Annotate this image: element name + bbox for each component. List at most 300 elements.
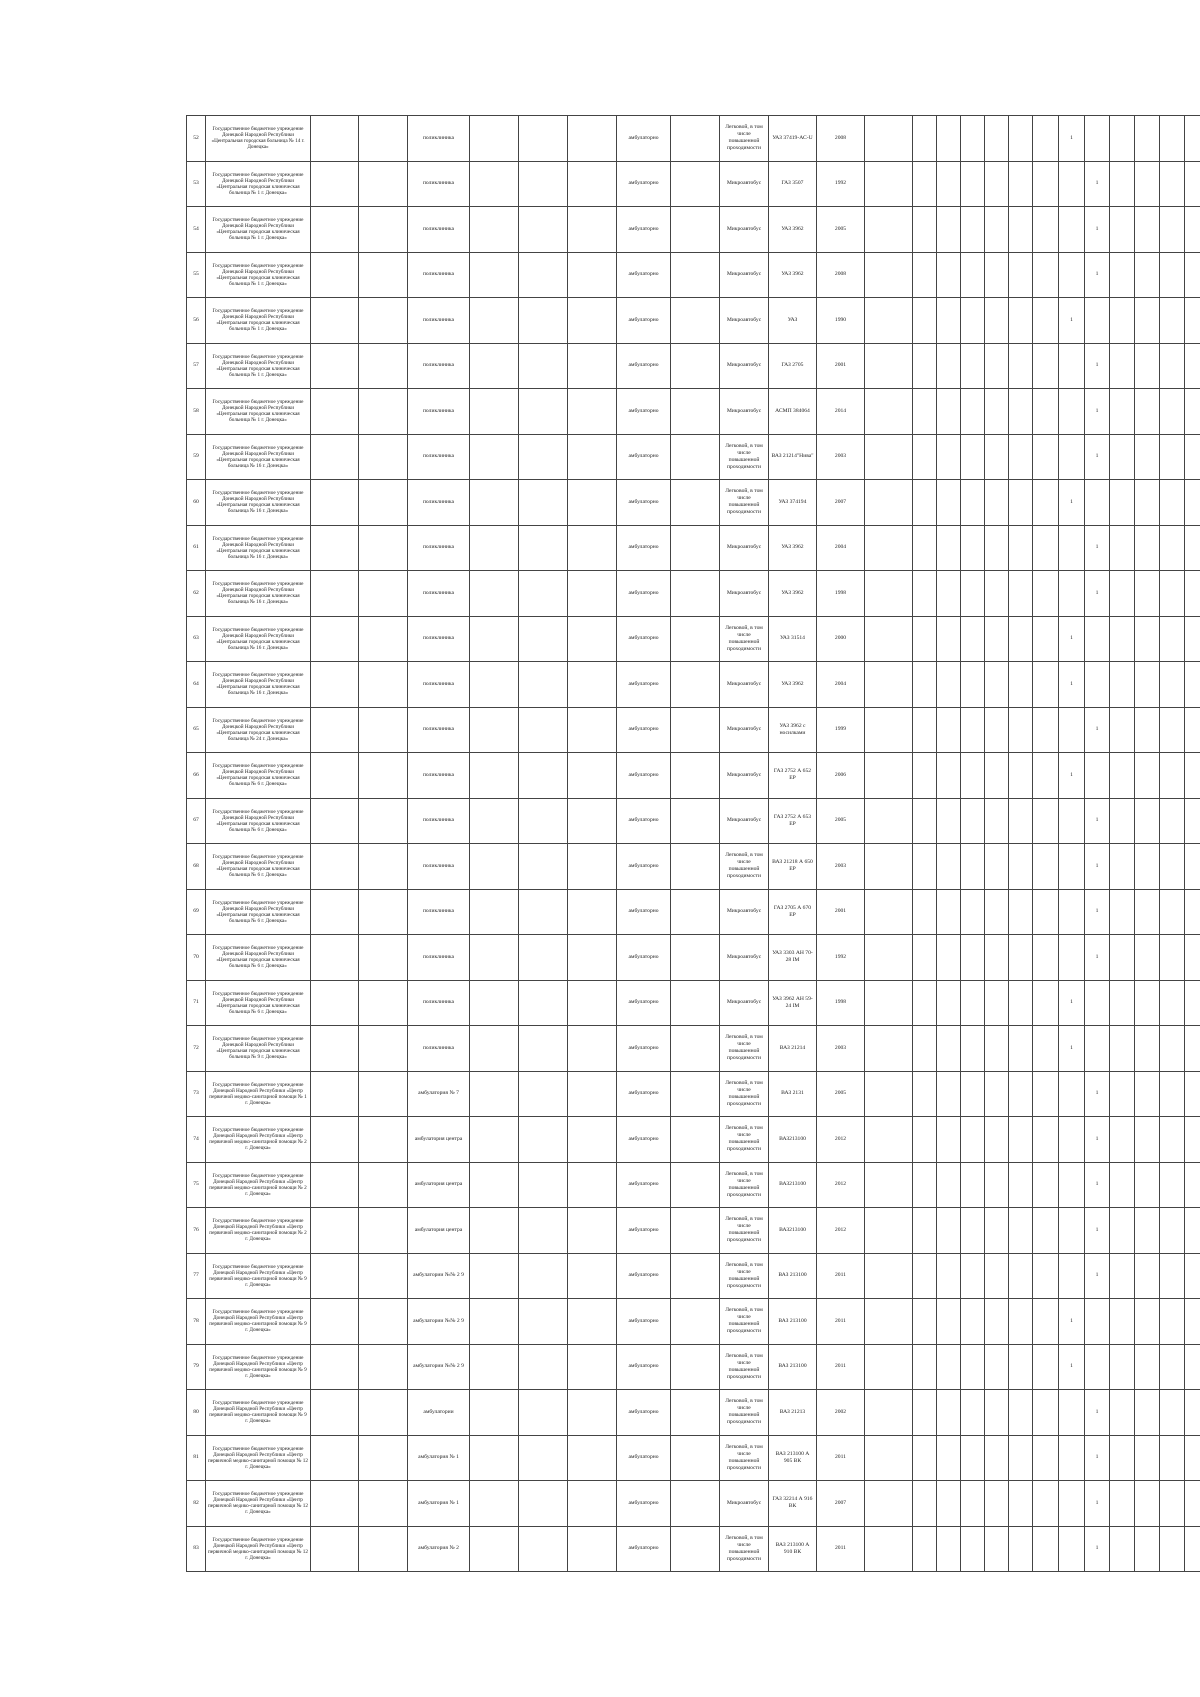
cell-empty (1135, 1026, 1160, 1072)
cell-empty (985, 480, 1009, 526)
cell-mark: 1 (1059, 616, 1085, 662)
cell-empty (1009, 980, 1033, 1026)
cell-empty (1033, 298, 1059, 344)
cell-empty (1085, 980, 1110, 1026)
table-row (187, 798, 1200, 844)
cell-year: 2003 (817, 434, 865, 480)
cell-mark: 1 (1085, 343, 1110, 389)
cell-year: 2012 (817, 1162, 865, 1208)
cell-empty (671, 889, 720, 935)
cell-num: 75 (187, 1162, 206, 1208)
cell-subdivision: поликлиника (408, 1026, 470, 1072)
cell-empty (1033, 389, 1059, 435)
cell-empty (985, 753, 1009, 799)
cell-empty (1135, 343, 1160, 389)
cell-empty (961, 889, 985, 935)
cell-empty (1059, 844, 1085, 890)
cell-empty (1160, 116, 1185, 162)
cell-empty (961, 844, 985, 890)
cell-empty (359, 252, 408, 298)
cell-empty (1009, 798, 1033, 844)
cell-year: 2004 (817, 525, 865, 571)
cell-empty (1185, 571, 1200, 617)
cell-empty (568, 1344, 617, 1390)
cell-empty (1009, 434, 1033, 480)
cell-empty (937, 1390, 961, 1436)
cell-empty (311, 889, 359, 935)
cell-subdivision: амбулатории №№ 2 9 (408, 1253, 470, 1299)
cell-empty (937, 980, 961, 1026)
cell-empty (937, 889, 961, 935)
cell-year: 2005 (817, 1071, 865, 1117)
cell-empty (1135, 525, 1160, 571)
cell-empty (913, 480, 937, 526)
cell-empty (961, 707, 985, 753)
cell-empty (937, 1162, 961, 1208)
cell-org: Государственное бюджетное учреждение Донецкой Народной Республики «Центральная городская клиническая больница № 6 г. Донецка» (206, 980, 311, 1026)
cell-empty (1160, 1390, 1185, 1436)
cell-empty (913, 889, 937, 935)
cell-empty (865, 1071, 913, 1117)
cell-empty (1160, 1162, 1185, 1208)
cell-empty (359, 389, 408, 435)
cell-empty (1059, 1390, 1085, 1436)
cell-empty (470, 1162, 519, 1208)
cell-empty (1009, 161, 1033, 207)
cell-empty (961, 1117, 985, 1163)
cell-care: амбулаторно (617, 1208, 671, 1254)
cell-empty (1009, 1026, 1033, 1072)
cell-empty (519, 116, 568, 162)
vehicle-registry-table (186, 115, 1200, 1572)
cell-org: Государственное бюджетное учреждение Донецкой Народной Республики «Центральная городская клиническая больница № 6 г. Донецка» (206, 935, 311, 981)
cell-mark: 1 (1085, 207, 1110, 253)
cell-empty (961, 753, 985, 799)
cell-org: Государственное бюджетное учреждение Донецкой Народной Республики «Центральная городская клиническая больница № 16 г. Донецка» (206, 571, 311, 617)
cell-care: амбулаторно (617, 207, 671, 253)
cell-empty (568, 434, 617, 480)
cell-empty (519, 1026, 568, 1072)
cell-vehicle-type: Микроавтобус (720, 935, 769, 981)
cell-empty (1110, 707, 1135, 753)
cell-mark: 1 (1085, 798, 1110, 844)
cell-subdivision: амбулатория № 1 (408, 1435, 470, 1481)
cell-empty (865, 1526, 913, 1572)
cell-empty (568, 662, 617, 708)
cell-empty (1135, 980, 1160, 1026)
cell-model: УАЗ 374194 (769, 480, 817, 526)
cell-empty (913, 753, 937, 799)
cell-empty (937, 252, 961, 298)
cell-empty (470, 1253, 519, 1299)
table-row (187, 1526, 1200, 1572)
cell-model: ВАЗ 21214"Нива" (769, 434, 817, 480)
table-row (187, 707, 1200, 753)
cell-empty (1160, 1344, 1185, 1390)
cell-care: амбулаторно (617, 1026, 671, 1072)
cell-num: 71 (187, 980, 206, 1026)
table-body (187, 116, 1200, 1572)
cell-empty (1033, 1526, 1059, 1572)
cell-year: 2006 (817, 753, 865, 799)
cell-empty (1059, 889, 1085, 935)
cell-empty (470, 480, 519, 526)
cell-empty (359, 207, 408, 253)
cell-empty (1033, 116, 1059, 162)
cell-empty (961, 480, 985, 526)
cell-empty (359, 1162, 408, 1208)
cell-empty (961, 935, 985, 981)
cell-empty (1110, 1390, 1135, 1436)
cell-empty (1135, 298, 1160, 344)
cell-empty (865, 207, 913, 253)
cell-empty (937, 1026, 961, 1072)
cell-empty (937, 1481, 961, 1527)
cell-empty (937, 434, 961, 480)
cell-empty (961, 1526, 985, 1572)
cell-empty (568, 1162, 617, 1208)
cell-empty (311, 571, 359, 617)
cell-empty (1009, 1071, 1033, 1117)
cell-empty (671, 1299, 720, 1345)
cell-empty (865, 1117, 913, 1163)
cell-empty (671, 616, 720, 662)
cell-empty (470, 1071, 519, 1117)
table-row (187, 1390, 1200, 1436)
cell-empty (937, 1299, 961, 1345)
cell-empty (1009, 1435, 1033, 1481)
cell-empty (359, 1435, 408, 1481)
cell-vehicle-type: Легковой, в том числе повышенной проходимости (720, 1026, 769, 1072)
cell-vehicle-type: Легковой, в том числе повышенной проходимости (720, 616, 769, 662)
cell-model: УАЗ 3962 (769, 252, 817, 298)
cell-empty (568, 1526, 617, 1572)
cell-subdivision: амбулатория № 7 (408, 1071, 470, 1117)
cell-empty (1160, 1526, 1185, 1572)
cell-empty (913, 1026, 937, 1072)
cell-empty (865, 844, 913, 890)
cell-empty (1135, 1071, 1160, 1117)
cell-empty (961, 662, 985, 708)
cell-empty (937, 116, 961, 162)
cell-subdivision: поликлиника (408, 480, 470, 526)
table-row (187, 1435, 1200, 1481)
cell-empty (985, 1117, 1009, 1163)
cell-empty (865, 343, 913, 389)
cell-empty (568, 343, 617, 389)
cell-empty (1033, 889, 1059, 935)
cell-empty (1059, 798, 1085, 844)
cell-empty (913, 571, 937, 617)
cell-empty (1110, 252, 1135, 298)
cell-org: Государственное бюджетное учреждение Донецкой Народной Республики «Центр первичной медико-санитарной помощи № 12 г. Донецка» (206, 1435, 311, 1481)
cell-mark: 1 (1059, 1026, 1085, 1072)
cell-empty (1110, 935, 1135, 981)
cell-empty (671, 343, 720, 389)
cell-empty (671, 1117, 720, 1163)
cell-empty (359, 571, 408, 617)
cell-empty (1160, 389, 1185, 435)
cell-mark: 1 (1085, 889, 1110, 935)
cell-empty (1085, 1344, 1110, 1390)
cell-empty (1185, 1162, 1200, 1208)
cell-subdivision: поликлиника (408, 798, 470, 844)
table-row (187, 389, 1200, 435)
cell-empty (937, 1435, 961, 1481)
cell-empty (311, 753, 359, 799)
cell-vehicle-type: Микроавтобус (720, 525, 769, 571)
cell-empty (568, 298, 617, 344)
cell-empty (519, 935, 568, 981)
cell-vehicle-type: Микроавтобус (720, 798, 769, 844)
cell-empty (311, 389, 359, 435)
cell-subdivision: амбулатории №№ 2 9 (408, 1344, 470, 1390)
cell-empty (1009, 889, 1033, 935)
cell-empty (1185, 1026, 1200, 1072)
cell-empty (359, 298, 408, 344)
cell-empty (568, 889, 617, 935)
cell-num: 61 (187, 525, 206, 571)
cell-empty (985, 707, 1009, 753)
cell-care: амбулаторно (617, 1117, 671, 1163)
cell-year: 2001 (817, 343, 865, 389)
cell-empty (1135, 434, 1160, 480)
table-row (187, 116, 1200, 162)
cell-num: 72 (187, 1026, 206, 1072)
cell-empty (913, 1208, 937, 1254)
cell-empty (913, 252, 937, 298)
cell-empty (1160, 480, 1185, 526)
cell-empty (865, 662, 913, 708)
cell-empty (985, 1299, 1009, 1345)
cell-org: Государственное бюджетное учреждение Донецкой Народной Республики «Центральная городская клиническая больница № 16 г. Донецка» (206, 662, 311, 708)
cell-empty (985, 571, 1009, 617)
cell-empty (359, 889, 408, 935)
cell-empty (913, 1344, 937, 1390)
cell-empty (1160, 844, 1185, 890)
cell-empty (1135, 116, 1160, 162)
cell-org: Государственное бюджетное учреждение Донецкой Народной Республики «Центральная городская клиническая больница № 16 г. Донецка» (206, 525, 311, 571)
cell-empty (1160, 1117, 1185, 1163)
cell-org: Государственное бюджетное учреждение Донецкой Народной Республики «Центральная городская клиническая больница № 9 г. Донецка» (206, 1026, 311, 1072)
cell-subdivision: амбулатория № 2 (408, 1526, 470, 1572)
cell-empty (985, 616, 1009, 662)
cell-model: УАЗ 3962 (769, 571, 817, 617)
cell-empty (1160, 980, 1185, 1026)
cell-vehicle-type: Микроавтобус (720, 343, 769, 389)
cell-empty (519, 434, 568, 480)
cell-vehicle-type: Легковой, в том числе повышенной проходимости (720, 1117, 769, 1163)
cell-empty (1160, 1026, 1185, 1072)
cell-empty (961, 116, 985, 162)
cell-empty (865, 571, 913, 617)
cell-org: Государственное бюджетное учреждение Донецкой Народной Республики «Центр первичной медико-санитарной помощи № 1 г. Донецка» (206, 1071, 311, 1117)
cell-empty (1160, 1481, 1185, 1527)
cell-empty (1135, 480, 1160, 526)
cell-num: 53 (187, 161, 206, 207)
cell-empty (519, 1253, 568, 1299)
cell-empty (865, 298, 913, 344)
cell-empty (568, 1299, 617, 1345)
cell-empty (359, 753, 408, 799)
cell-empty (568, 1481, 617, 1527)
cell-model: УАЗ 31514 (769, 616, 817, 662)
cell-empty (1033, 434, 1059, 480)
cell-vehicle-type: Легковой, в том числе повышенной проходимости (720, 434, 769, 480)
cell-empty (311, 935, 359, 981)
cell-empty (1110, 389, 1135, 435)
cell-empty (519, 980, 568, 1026)
cell-empty (865, 707, 913, 753)
cell-org: Государственное бюджетное учреждение Донецкой Народной Республики «Центральная городская клиническая больница № 16 г. Донецка» (206, 616, 311, 662)
cell-empty (1033, 1208, 1059, 1254)
cell-empty (1185, 980, 1200, 1026)
cell-empty (311, 1481, 359, 1527)
cell-vehicle-type: Микроавтобус (720, 252, 769, 298)
cell-empty (519, 1117, 568, 1163)
cell-year: 1998 (817, 980, 865, 1026)
cell-num: 69 (187, 889, 206, 935)
cell-empty (470, 525, 519, 571)
cell-empty (1059, 935, 1085, 981)
cell-empty (1033, 1253, 1059, 1299)
cell-empty (1059, 1481, 1085, 1527)
cell-care: амбулаторно (617, 252, 671, 298)
cell-empty (1135, 889, 1160, 935)
cell-mark: 1 (1085, 1208, 1110, 1254)
cell-model: ГАЗ 2752 А 652 ЕР (769, 753, 817, 799)
cell-empty (470, 116, 519, 162)
cell-empty (1185, 161, 1200, 207)
cell-empty (1009, 707, 1033, 753)
cell-empty (568, 161, 617, 207)
cell-empty (359, 844, 408, 890)
cell-empty (568, 616, 617, 662)
cell-empty (961, 1162, 985, 1208)
cell-empty (311, 844, 359, 890)
cell-empty (1033, 161, 1059, 207)
cell-empty (913, 298, 937, 344)
cell-year: 2007 (817, 1481, 865, 1527)
cell-empty (1009, 844, 1033, 890)
cell-care: амбулаторно (617, 389, 671, 435)
cell-empty (671, 434, 720, 480)
cell-num: 78 (187, 1299, 206, 1345)
cell-empty (470, 935, 519, 981)
cell-empty (985, 434, 1009, 480)
cell-mark: 1 (1059, 1344, 1085, 1390)
cell-mark: 1 (1059, 116, 1085, 162)
cell-mark: 1 (1085, 844, 1110, 890)
cell-empty (671, 980, 720, 1026)
cell-model: ВАЗ 213100 А 910 ВК (769, 1526, 817, 1572)
cell-empty (470, 662, 519, 708)
cell-empty (1033, 844, 1059, 890)
cell-care: амбулаторно (617, 1481, 671, 1527)
cell-empty (470, 1435, 519, 1481)
cell-vehicle-type: Микроавтобус (720, 1481, 769, 1527)
cell-year: 2005 (817, 798, 865, 844)
cell-num: 54 (187, 207, 206, 253)
cell-org: Государственное бюджетное учреждение Донецкой Народной Республики «Центр первичной медико-санитарной помощи № 2 г. Донецка» (206, 1208, 311, 1254)
cell-subdivision: поликлиника (408, 980, 470, 1026)
cell-empty (311, 1208, 359, 1254)
cell-empty (1110, 525, 1135, 571)
cell-vehicle-type: Микроавтобус (720, 980, 769, 1026)
cell-empty (1059, 571, 1085, 617)
cell-care: амбулаторно (617, 1299, 671, 1345)
cell-empty (1033, 753, 1059, 799)
cell-empty (865, 1344, 913, 1390)
cell-mark: 1 (1085, 1253, 1110, 1299)
cell-empty (470, 798, 519, 844)
cell-empty (937, 525, 961, 571)
cell-vehicle-type: Микроавтобус (720, 298, 769, 344)
cell-care: амбулаторно (617, 434, 671, 480)
cell-vehicle-type: Легковой, в том числе повышенной проходимости (720, 1253, 769, 1299)
cell-empty (1033, 616, 1059, 662)
cell-empty (1009, 298, 1033, 344)
cell-year: 2012 (817, 1208, 865, 1254)
cell-vehicle-type: Микроавтобус (720, 571, 769, 617)
cell-empty (937, 207, 961, 253)
cell-empty (1059, 207, 1085, 253)
cell-mark: 1 (1085, 389, 1110, 435)
cell-num: 81 (187, 1435, 206, 1481)
cell-model: ВАЗ 21214 (769, 1026, 817, 1072)
cell-year: 2003 (817, 844, 865, 890)
cell-org: Государственное бюджетное учреждение Донецкой Народной Республики «Центральная городская клиническая больница № 1 г. Донецка» (206, 207, 311, 253)
cell-empty (865, 252, 913, 298)
cell-subdivision: поликлиника (408, 389, 470, 435)
cell-mark: 1 (1085, 252, 1110, 298)
cell-empty (568, 207, 617, 253)
cell-subdivision: поликлиника (408, 252, 470, 298)
cell-empty (671, 1344, 720, 1390)
cell-subdivision: амбулатория центра (408, 1208, 470, 1254)
cell-empty (568, 525, 617, 571)
cell-empty (1110, 434, 1135, 480)
cell-empty (671, 1208, 720, 1254)
cell-empty (1160, 616, 1185, 662)
cell-empty (1059, 1435, 1085, 1481)
cell-empty (359, 935, 408, 981)
cell-empty (568, 1071, 617, 1117)
cell-vehicle-type: Микроавтобус (720, 161, 769, 207)
cell-year: 2011 (817, 1526, 865, 1572)
cell-empty (1135, 1299, 1160, 1345)
cell-care: амбулаторно (617, 1390, 671, 1436)
cell-org: Государственное бюджетное учреждение Донецкой Народной Республики «Центральная городская клиническая больница № 16 г. Донецка» (206, 480, 311, 526)
cell-care: амбулаторно (617, 1344, 671, 1390)
cell-empty (913, 207, 937, 253)
cell-empty (865, 1390, 913, 1436)
cell-empty (1009, 480, 1033, 526)
cell-empty (1135, 1526, 1160, 1572)
cell-empty (311, 1390, 359, 1436)
cell-empty (961, 616, 985, 662)
cell-empty (961, 343, 985, 389)
cell-empty (865, 980, 913, 1026)
cell-empty (913, 935, 937, 981)
cell-empty (519, 1208, 568, 1254)
cell-num: 76 (187, 1208, 206, 1254)
table-row (187, 1162, 1200, 1208)
cell-empty (1135, 1344, 1160, 1390)
cell-empty (985, 1526, 1009, 1572)
cell-empty (1135, 1208, 1160, 1254)
table-row (187, 753, 1200, 799)
